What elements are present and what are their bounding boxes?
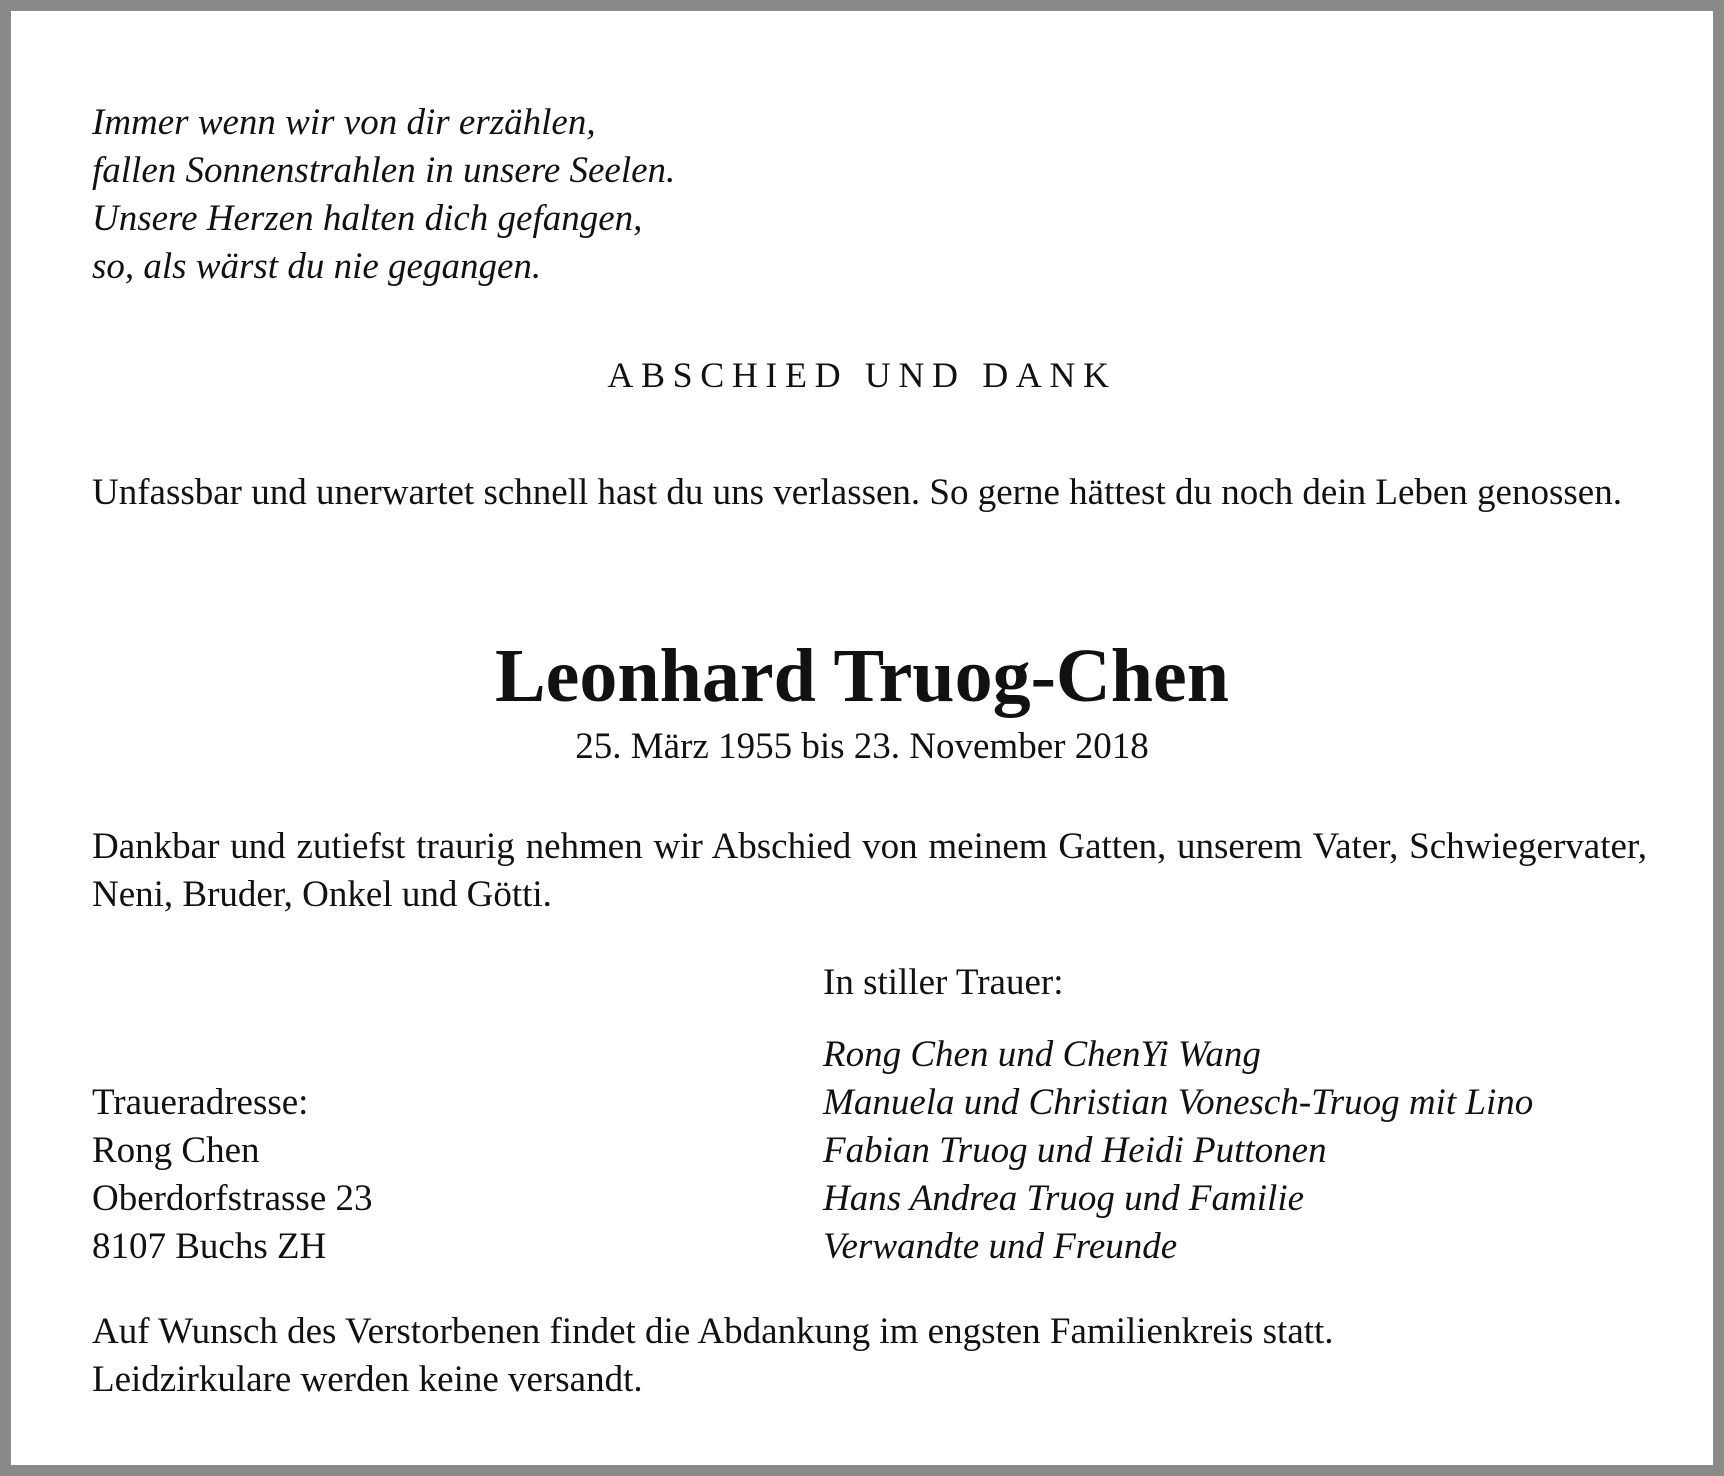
address-name: Rong Chen bbox=[92, 1130, 260, 1171]
mourner-entry: Fabian Truog und Heidi Puttonen bbox=[823, 1130, 1327, 1171]
poem-line: so, als wärst du nie gegangen. bbox=[92, 246, 542, 287]
poem-line: fallen Sonnenstrahlen in unsere Seelen. bbox=[92, 150, 676, 191]
closing-note bbox=[92, 1308, 1334, 1404]
obituary-card bbox=[11, 11, 1713, 1465]
heading: ABSCHIED UND DANK bbox=[607, 355, 1117, 395]
address-street: Oberdorfstrasse 23 bbox=[92, 1178, 373, 1219]
poem bbox=[92, 99, 675, 291]
address-label: Traueradresse: bbox=[92, 1082, 309, 1123]
mourning-address bbox=[92, 1079, 373, 1271]
closing-line: Leidzirkulare werden keine versandt. bbox=[92, 1359, 643, 1400]
poem-line: Unsere Herzen halten dich gefangen, bbox=[92, 198, 643, 239]
mourner-entry: Hans Andrea Truog und Familie bbox=[823, 1178, 1305, 1219]
life-dates: 25. März 1955 bis 23. November 2018 bbox=[575, 726, 1149, 767]
address-city: 8107 Buchs ZH bbox=[92, 1226, 327, 1267]
mourner-entry: Rong Chen und ChenYi Wang bbox=[823, 1034, 1261, 1075]
mourning-title: In stiller Trauer: bbox=[823, 962, 1064, 1003]
mourner-entry: Verwandte und Freunde bbox=[823, 1226, 1178, 1267]
deceased-name: Leonhard Truog-Chen bbox=[494, 634, 1230, 718]
intro-text: Unfassbar und unerwartet schnell hast du uns verlassen. So gerne hättest du noch dein Leben genossen. bbox=[92, 472, 1622, 513]
poem-line: Immer wenn wir von dir erzählen, bbox=[92, 102, 596, 143]
farewell-text: Dankbar und zutiefst traurig nehmen wir Abschied von meinem Gatten, unserem Vater, Schwiegervater, Neni, Bruder, Onkel und Götti. bbox=[92, 826, 1647, 915]
closing-line: Auf Wunsch des Verstorbenen findet die Abdankung im engsten Familienkreis statt. bbox=[92, 1311, 1334, 1352]
mourners-list bbox=[823, 1031, 1533, 1271]
mourner-entry: Manuela und Christian Vonesch-Truog mit Lino bbox=[823, 1082, 1534, 1123]
